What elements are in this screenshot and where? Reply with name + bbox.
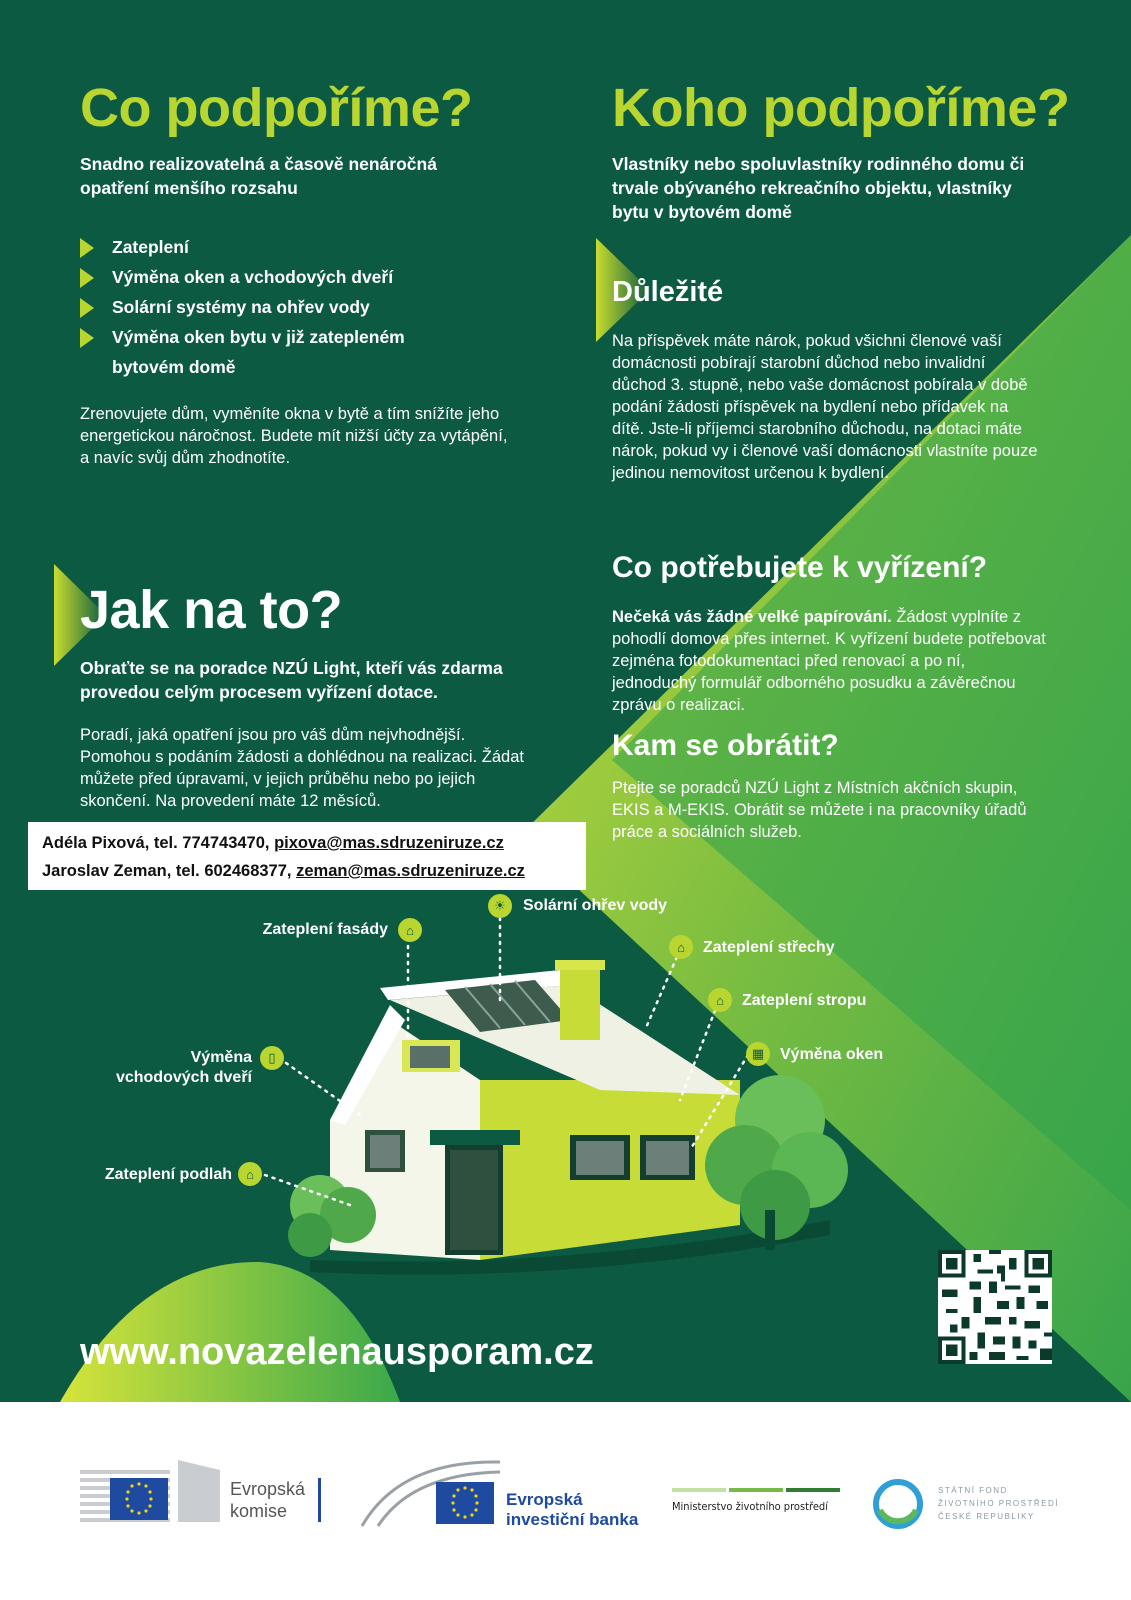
need-heading: Co potřebujete k vyřízení? (612, 551, 988, 584)
list-item: Výměna oken bytu v již zatepleném bytovém domě (80, 322, 442, 382)
left-heading: Co podpoříme? (80, 78, 473, 138)
list-item: Solární systémy na ohřev vody (80, 292, 480, 322)
left-lead: Snadno realizovatelná a časově nenáročná opatření menšího rozsahu (80, 154, 437, 198)
bullet-arrow-icon (80, 298, 94, 318)
thermometer-icon: ⌂ (398, 918, 422, 942)
door-icon: ▯ (260, 1046, 284, 1070)
window-icon: ▦ (746, 1042, 770, 1066)
thermometer-icon: ⌂ (669, 935, 693, 959)
label-solar: Solární ohřev vody (523, 897, 668, 914)
contact-row: Adéla Pixová, tel. 774743470, pixova@mas.sdruzeniruze.cz (42, 834, 504, 852)
eib-arc-icon (360, 1460, 500, 1530)
how-heading: Jak na to? (80, 580, 343, 640)
label-doors: Výměna vchodových dveří (115, 1049, 252, 1086)
solar-icon: ☀ (488, 894, 512, 918)
qr-code-icon[interactable] (938, 1250, 1052, 1364)
eib-logo: Evropská investiční banka (360, 1460, 650, 1530)
important-heading: Důležité (612, 276, 724, 308)
eu-commission-building-icon (80, 1456, 220, 1526)
bullet-arrow-icon (80, 268, 94, 288)
right-lead: Vlastníky nebo spoluvlastníky rodinného domu či trvale obývaného rekreačního objektu, vlastníky bytu v bytovém domě (612, 154, 1025, 222)
contact-row: Jaroslav Zeman, tel. 602468377, zeman@mas.sdruzeniruze.cz (42, 862, 525, 880)
right-heading: Koho podpoříme? (612, 78, 1070, 138)
list-item: Zateplení (80, 232, 480, 262)
thermometer-icon: ⌂ (238, 1162, 262, 1186)
website-url[interactable]: www.novazelenausporam.cz (80, 1331, 594, 1373)
support-list (80, 232, 480, 382)
how-body: Poradí, jaká opatření jsou pro váš dům nejvhodnější. Pomohou s podáním žádosti a dohlédnou na realizaci. Žádat můžete před úpravami, v jejich průběhu nebo po jejich skončení. Na provedení máte 12 měsíců. (80, 726, 524, 810)
need-body: Nečeká vás žádné velké papírování. Žádost vyplníte z pohodlí domova přes internet. K vyřízení budete potřebovat zejména fotodokumentaci před renovací a po ní, jednoduchý formulář odborného posudku a závěrečnou zprávu o realizaci. (612, 608, 1046, 714)
list-item: Výměna oken a vchodových dveří (80, 262, 480, 292)
ministry-stripes-icon (672, 1488, 842, 1492)
contact-heading: Kam se obrátit? (612, 729, 839, 762)
email-link[interactable]: pixova@mas.sdruzeniruze.cz (274, 834, 504, 852)
eu-commission-logo: Evropská komise (80, 1456, 330, 1526)
label-windows: Výměna oken (780, 1046, 884, 1063)
left-body: Zrenovujete dům, vyměníte okna v bytě a tím snížíte jeho energetickou náročnost. Budete mít nižší účty za vytápění, a navíc svůj dům zhodnotíte. (80, 405, 508, 467)
label-facade: Zateplení fasády (262, 921, 388, 938)
ministry-logo: Ministerstvo životního prostředí (672, 1488, 842, 1528)
thermometer-icon: ⌂ (708, 988, 732, 1012)
how-lead: Obraťte se na poradce NZÚ Light, kteří vás zdarma provedou celým procesem vyřízení dotace. (80, 658, 503, 702)
bullet-arrow-icon (80, 328, 94, 348)
contact-body: Ptejte se poradců NZÚ Light z Místních akčních skupin, EKIS a M-EKIS. Obrátit se můžete i na pracovníky úřadů práce a sociálních služeb. (612, 779, 1027, 841)
label-ceiling: Zateplení stropu (742, 992, 867, 1009)
sfzp-logo: STÁTNÍ FOND ŽIVOTNÍHO PROSTŘEDÍ ČESKÉ REPUBLIKY (872, 1478, 1072, 1534)
divider (318, 1478, 321, 1522)
important-body: Na příspěvek máte nárok, pokud všichni členové vaší domácnosti pobírají starobní důchod nebo invalidní důchod 3. stupně, nebo vaše domácnost pobírala v době podání žádosti příspěvek na bydlení nebo přídavek na dítě. Jste-li příjemci starobního důchodu, na dotaci máte nárok, pokud vy i členové vaší domácnosti vlastníte pouze jedinou nemovitost určenou k bydlení. (612, 332, 1038, 482)
sfzp-circle-icon (872, 1478, 924, 1530)
leader-lines (0, 880, 1131, 1210)
bullet-arrow-icon (80, 238, 94, 258)
label-floor: Zateplení podlah (104, 1166, 232, 1183)
label-roof: Zateplení střechy (703, 939, 835, 956)
email-link[interactable]: zeman@mas.sdruzeniruze.cz (296, 862, 525, 880)
